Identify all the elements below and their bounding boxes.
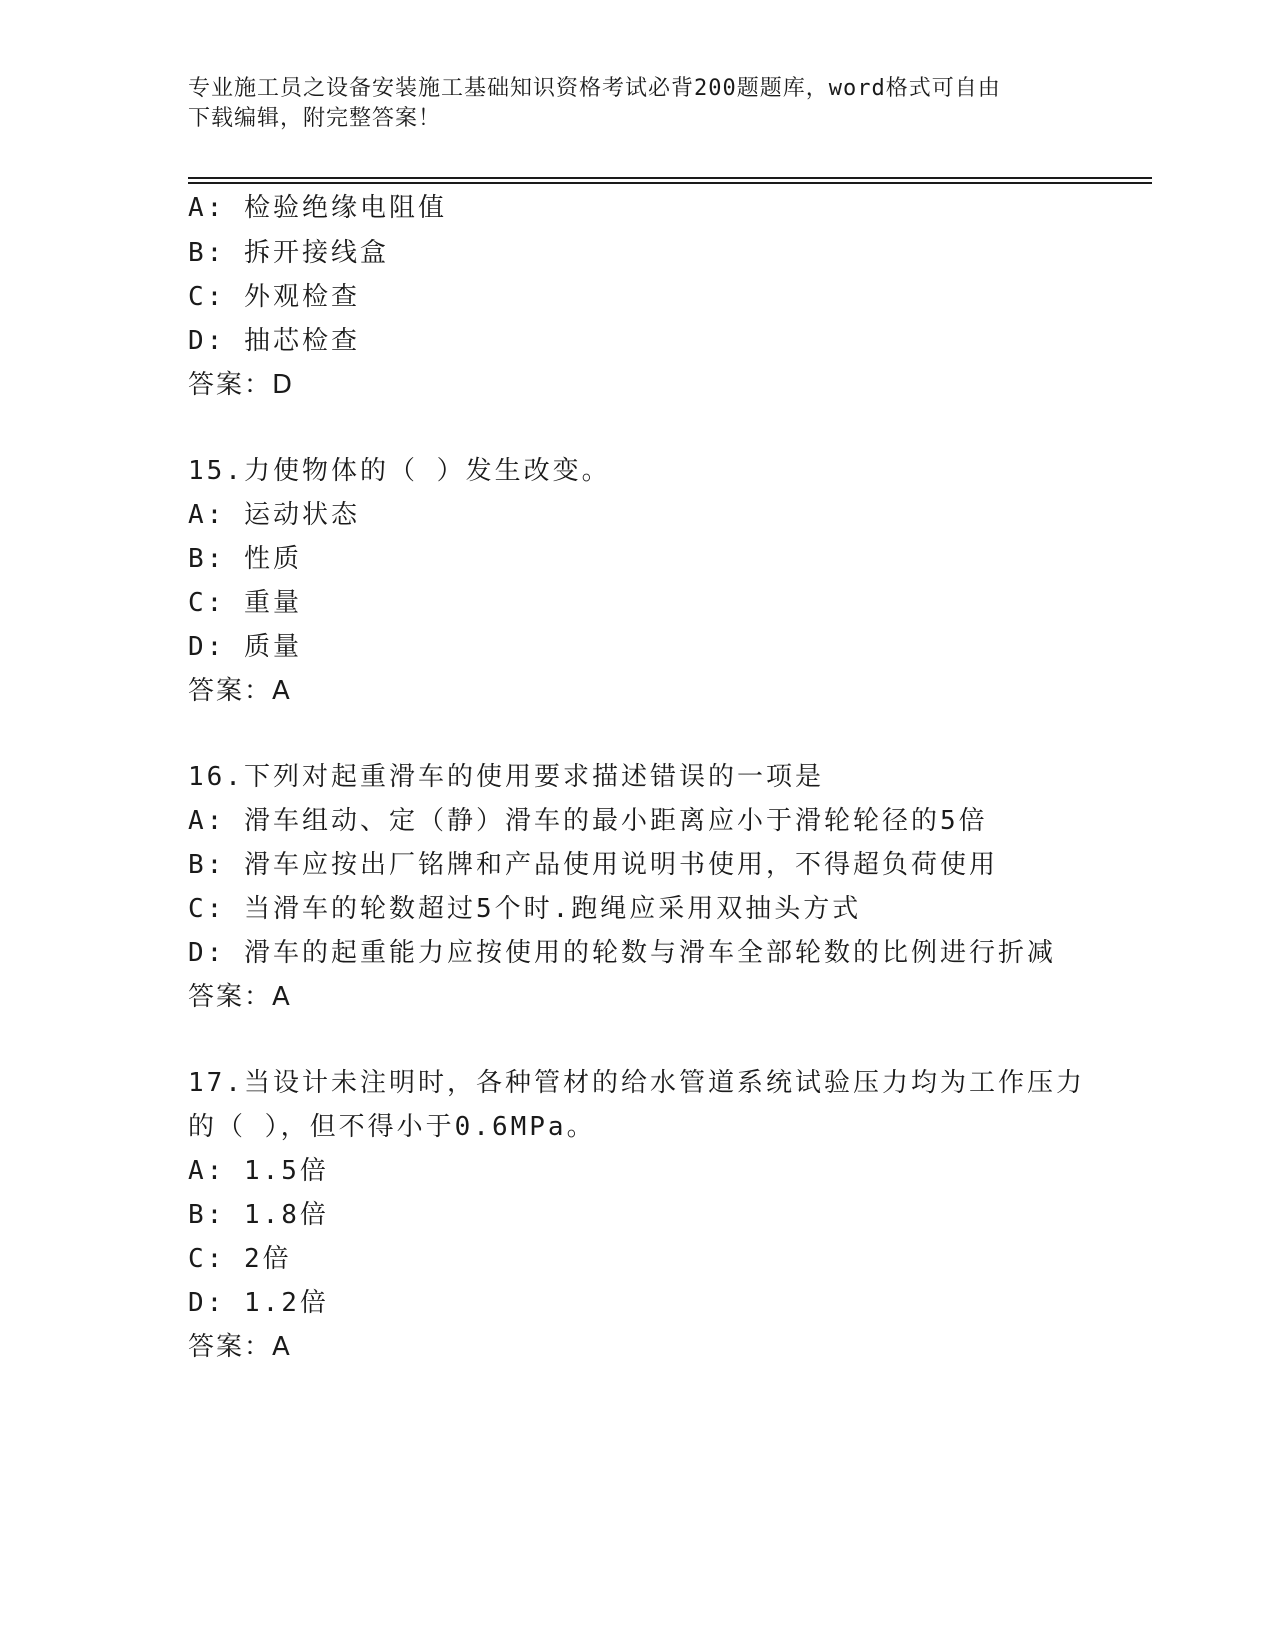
q17-option-c: C: 2倍 [188,1244,292,1274]
q17-option-a: A: 1.5倍 [188,1156,329,1186]
q16-option-b: B: 滑车应按出厂铭牌和产品使用说明书使用，不得超负荷使用 [188,850,998,880]
q14-option-c: C: 外观检查 [188,282,360,312]
q15-stem: 15.力使物体的（ ）发生改变。 [188,456,611,486]
q14-option-a: A: 检验绝缘电阻值 [188,193,447,223]
q17-stem-line-1: 17.当设计未注明时，各种管材的给水管道系统试验压力均为工作压力 [188,1068,1085,1098]
divider-top [188,177,1152,179]
q16-answer: 答案：A [188,982,292,1012]
q14-answer: 答案：D [188,370,295,400]
q15-option-c: C: 重量 [188,588,302,618]
q14-option-b: B: 拆开接线盒 [188,238,389,268]
header-line-2: 下载编辑，附完整答案！ [188,106,442,131]
q16-option-d: D: 滑车的起重能力应按使用的轮数与滑车全部轮数的比例进行折减 [188,938,1056,968]
q17-answer: 答案：A [188,1332,292,1362]
q17-option-d: D: 1.2倍 [188,1288,329,1318]
q14-option-d: D: 抽芯检查 [188,326,360,356]
q17-stem-line-2: 的（ ），但不得小于0.6MPa。 [188,1112,596,1142]
q15-option-a: A: 运动状态 [188,500,360,530]
document-header [188,74,1088,134]
q16-option-c: C: 当滑车的轮数超过5个时.跑绳应采用双抽头方式 [188,894,862,924]
q16-option-a: A: 滑车组动、定（静）滑车的最小距离应小于滑轮轮径的5倍 [188,806,988,836]
q17-option-b: B: 1.8倍 [188,1200,329,1230]
q15-option-b: B: 性质 [188,544,302,574]
header-line-1: 专业施工员之设备安装施工基础知识资格考试必背200题题库，word格式可自由 [188,76,1001,101]
q15-answer: 答案：A [188,676,292,706]
divider-bottom [188,182,1152,184]
q16-stem: 16.下列对起重滑车的使用要求描述错误的一项是 [188,762,824,792]
q15-option-d: D: 质量 [188,632,302,662]
